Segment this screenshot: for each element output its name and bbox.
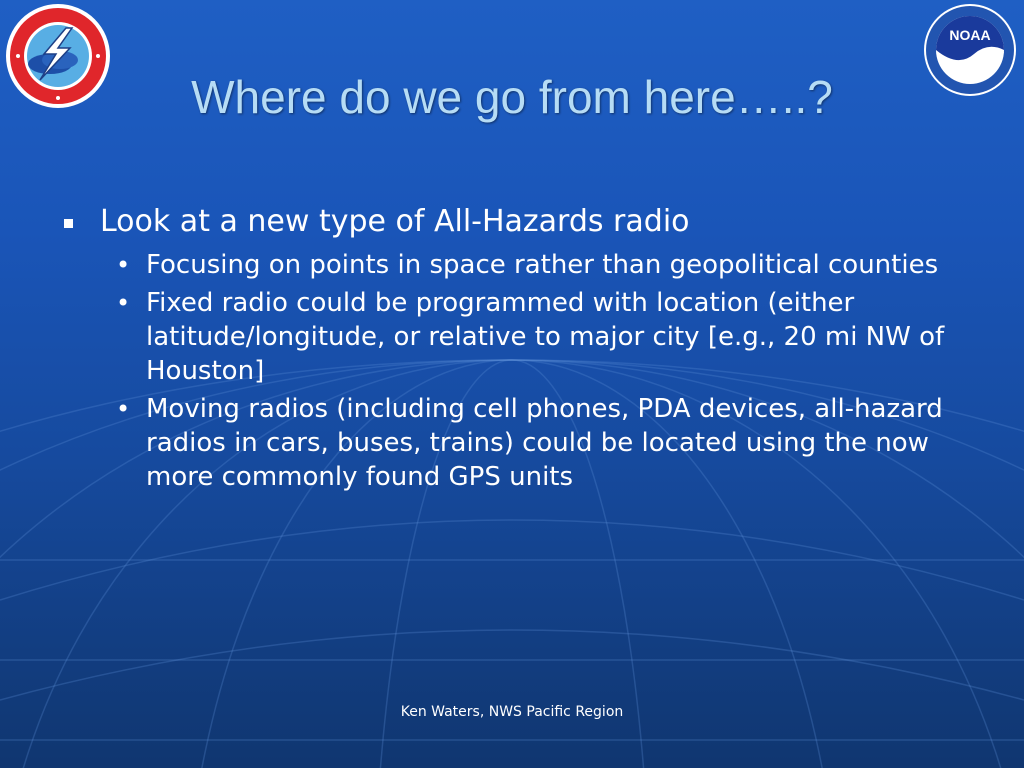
dot-bullet-icon: • — [116, 289, 131, 317]
dot-bullet-icon: • — [116, 251, 131, 279]
bullet-text: Look at a new type of All-Hazards radio — [100, 204, 690, 239]
bullet-item — [60, 200, 960, 244]
slide-footer: Ken Waters, NWS Pacific Region — [400, 704, 624, 720]
slide-title: Where do we go from here…..? — [191, 71, 833, 123]
subbullet-item — [116, 392, 956, 494]
subbullet-item — [116, 286, 956, 388]
noaa-logo-text: NOAA — [949, 27, 991, 43]
subbullet-text: Fixed radio could be programmed with location (either latitude/longitude, or relative to major city [e.g., 20 mi NW of Houston] — [146, 288, 945, 386]
subbullet-text: Focusing on points in space rather than geopolitical counties — [146, 250, 939, 280]
slide-content — [60, 200, 960, 494]
dot-bullet-icon: • — [116, 395, 131, 423]
square-bullet-icon — [64, 219, 73, 228]
subbullet-item — [116, 248, 956, 282]
subbullet-text: Moving radios (including cell phones, PDA devices, all-hazard radios in cars, buses, trains) could be located using the now more commonly found GPS units — [146, 394, 943, 492]
